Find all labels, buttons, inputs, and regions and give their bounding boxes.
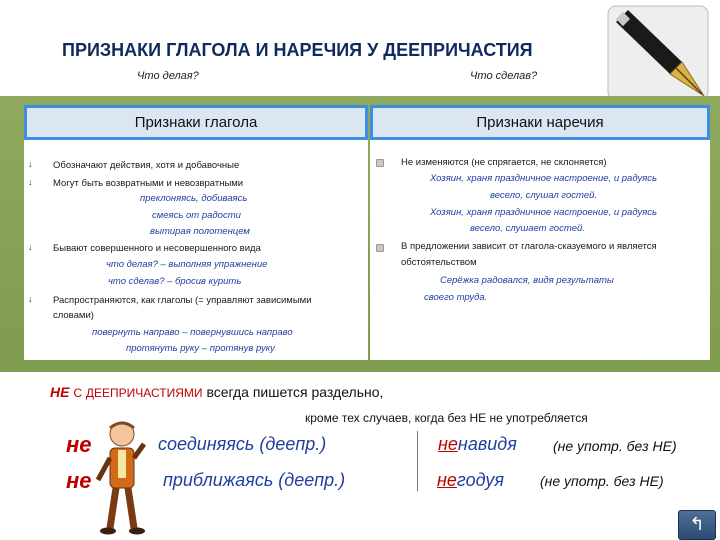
list-item: Бывают совершенного и несовершенного вида: [53, 243, 261, 254]
example-word-2: приближаясь (деепр.): [163, 470, 346, 490]
example-text: протянуть руку – протянув руку: [126, 343, 275, 354]
cartoon-man-icon: [92, 418, 154, 538]
example-right-rest-1: навидя: [457, 434, 517, 454]
example-right-prefix-1: не: [438, 434, 458, 454]
rule-word: ДЕЕПРИЧАСТИЯМИ: [85, 386, 203, 400]
example-text: Хозяин, храня праздничное настроение, и радуясь: [430, 173, 658, 184]
example-ne-1: не: [66, 432, 92, 457]
example-text: преклоняясь, добиваясь: [140, 193, 248, 204]
example-text: что сделав? – бросив курить: [108, 276, 242, 287]
return-button[interactable]: ↰: [678, 510, 716, 540]
example-right-rest-2: годуя: [456, 470, 504, 490]
list-item: Обозначают действия, хотя и добавочные: [53, 160, 240, 171]
example-note-1: (не употр. без НЕ): [553, 438, 677, 454]
question-left: Что делая?: [137, 70, 199, 82]
example-text: весело, слушал гостей.: [490, 190, 598, 201]
left-panel-header: Признаки глагола: [24, 105, 368, 140]
example-text: повернуть направо – повернувшись направо: [92, 327, 293, 338]
square-bullet-icon: [376, 244, 384, 252]
square-bullet-icon: [376, 159, 384, 167]
list-item: Распространяются, как глаголы (= управляют зависимыми: [53, 295, 312, 306]
list-item: Не изменяются (не спрягается, не склоняется): [401, 157, 607, 168]
rule-text: всегда пишется раздельно,: [206, 384, 384, 400]
example-right-prefix-2: не: [437, 470, 457, 490]
list-item: словами): [53, 310, 94, 321]
example-right-1: [438, 434, 517, 455]
arrow-bullet-icon: ↓: [28, 242, 33, 252]
list-item: Могут быть возвратными и невозвратными: [53, 178, 244, 189]
example-text: Хозяин, храня праздничное настроение, и радуясь: [430, 207, 658, 218]
list-item: обстоятельством: [401, 257, 477, 268]
list-item: В предложении зависит от глагола-сказуемого и является: [401, 241, 657, 252]
divider: [417, 431, 418, 491]
page-title: ПРИЗНАКИ ГЛАГОЛА И НАРЕЧИЯ У ДЕЕПРИЧАСТИЯ: [62, 40, 533, 60]
arrow-bullet-icon: ↓: [28, 294, 33, 304]
right-panel-header: Признаки наречия: [370, 105, 710, 140]
arrow-bullet-icon: ↓: [28, 177, 33, 187]
arrow-bullet-icon: ↓: [28, 159, 33, 169]
example-text: смеясь от радости: [152, 210, 241, 221]
example-right-2: [437, 470, 504, 491]
rule-statement: [50, 384, 383, 400]
rule-ne: НЕ: [50, 384, 70, 400]
fountain-pen-icon: [604, 0, 716, 106]
example-text: Серёжка радовался, видя результаты: [440, 275, 614, 286]
example-text: вытирая полотенцем: [150, 226, 250, 237]
example-text: что делая? – выполняя упражнение: [106, 259, 268, 270]
example-ne-2: не: [66, 468, 92, 493]
example-word-1: соединяясь (деепр.): [158, 434, 327, 454]
question-right: Что сделав?: [470, 70, 538, 82]
rule-exception: кроме тех случаев, когда без НЕ не употребляется: [305, 411, 588, 425]
example-text: весело, слушает гостей.: [470, 223, 585, 234]
rule-s: С: [73, 386, 83, 400]
example-note-2: (не употр. без НЕ): [540, 473, 664, 489]
example-text: своего труда.: [424, 292, 488, 303]
